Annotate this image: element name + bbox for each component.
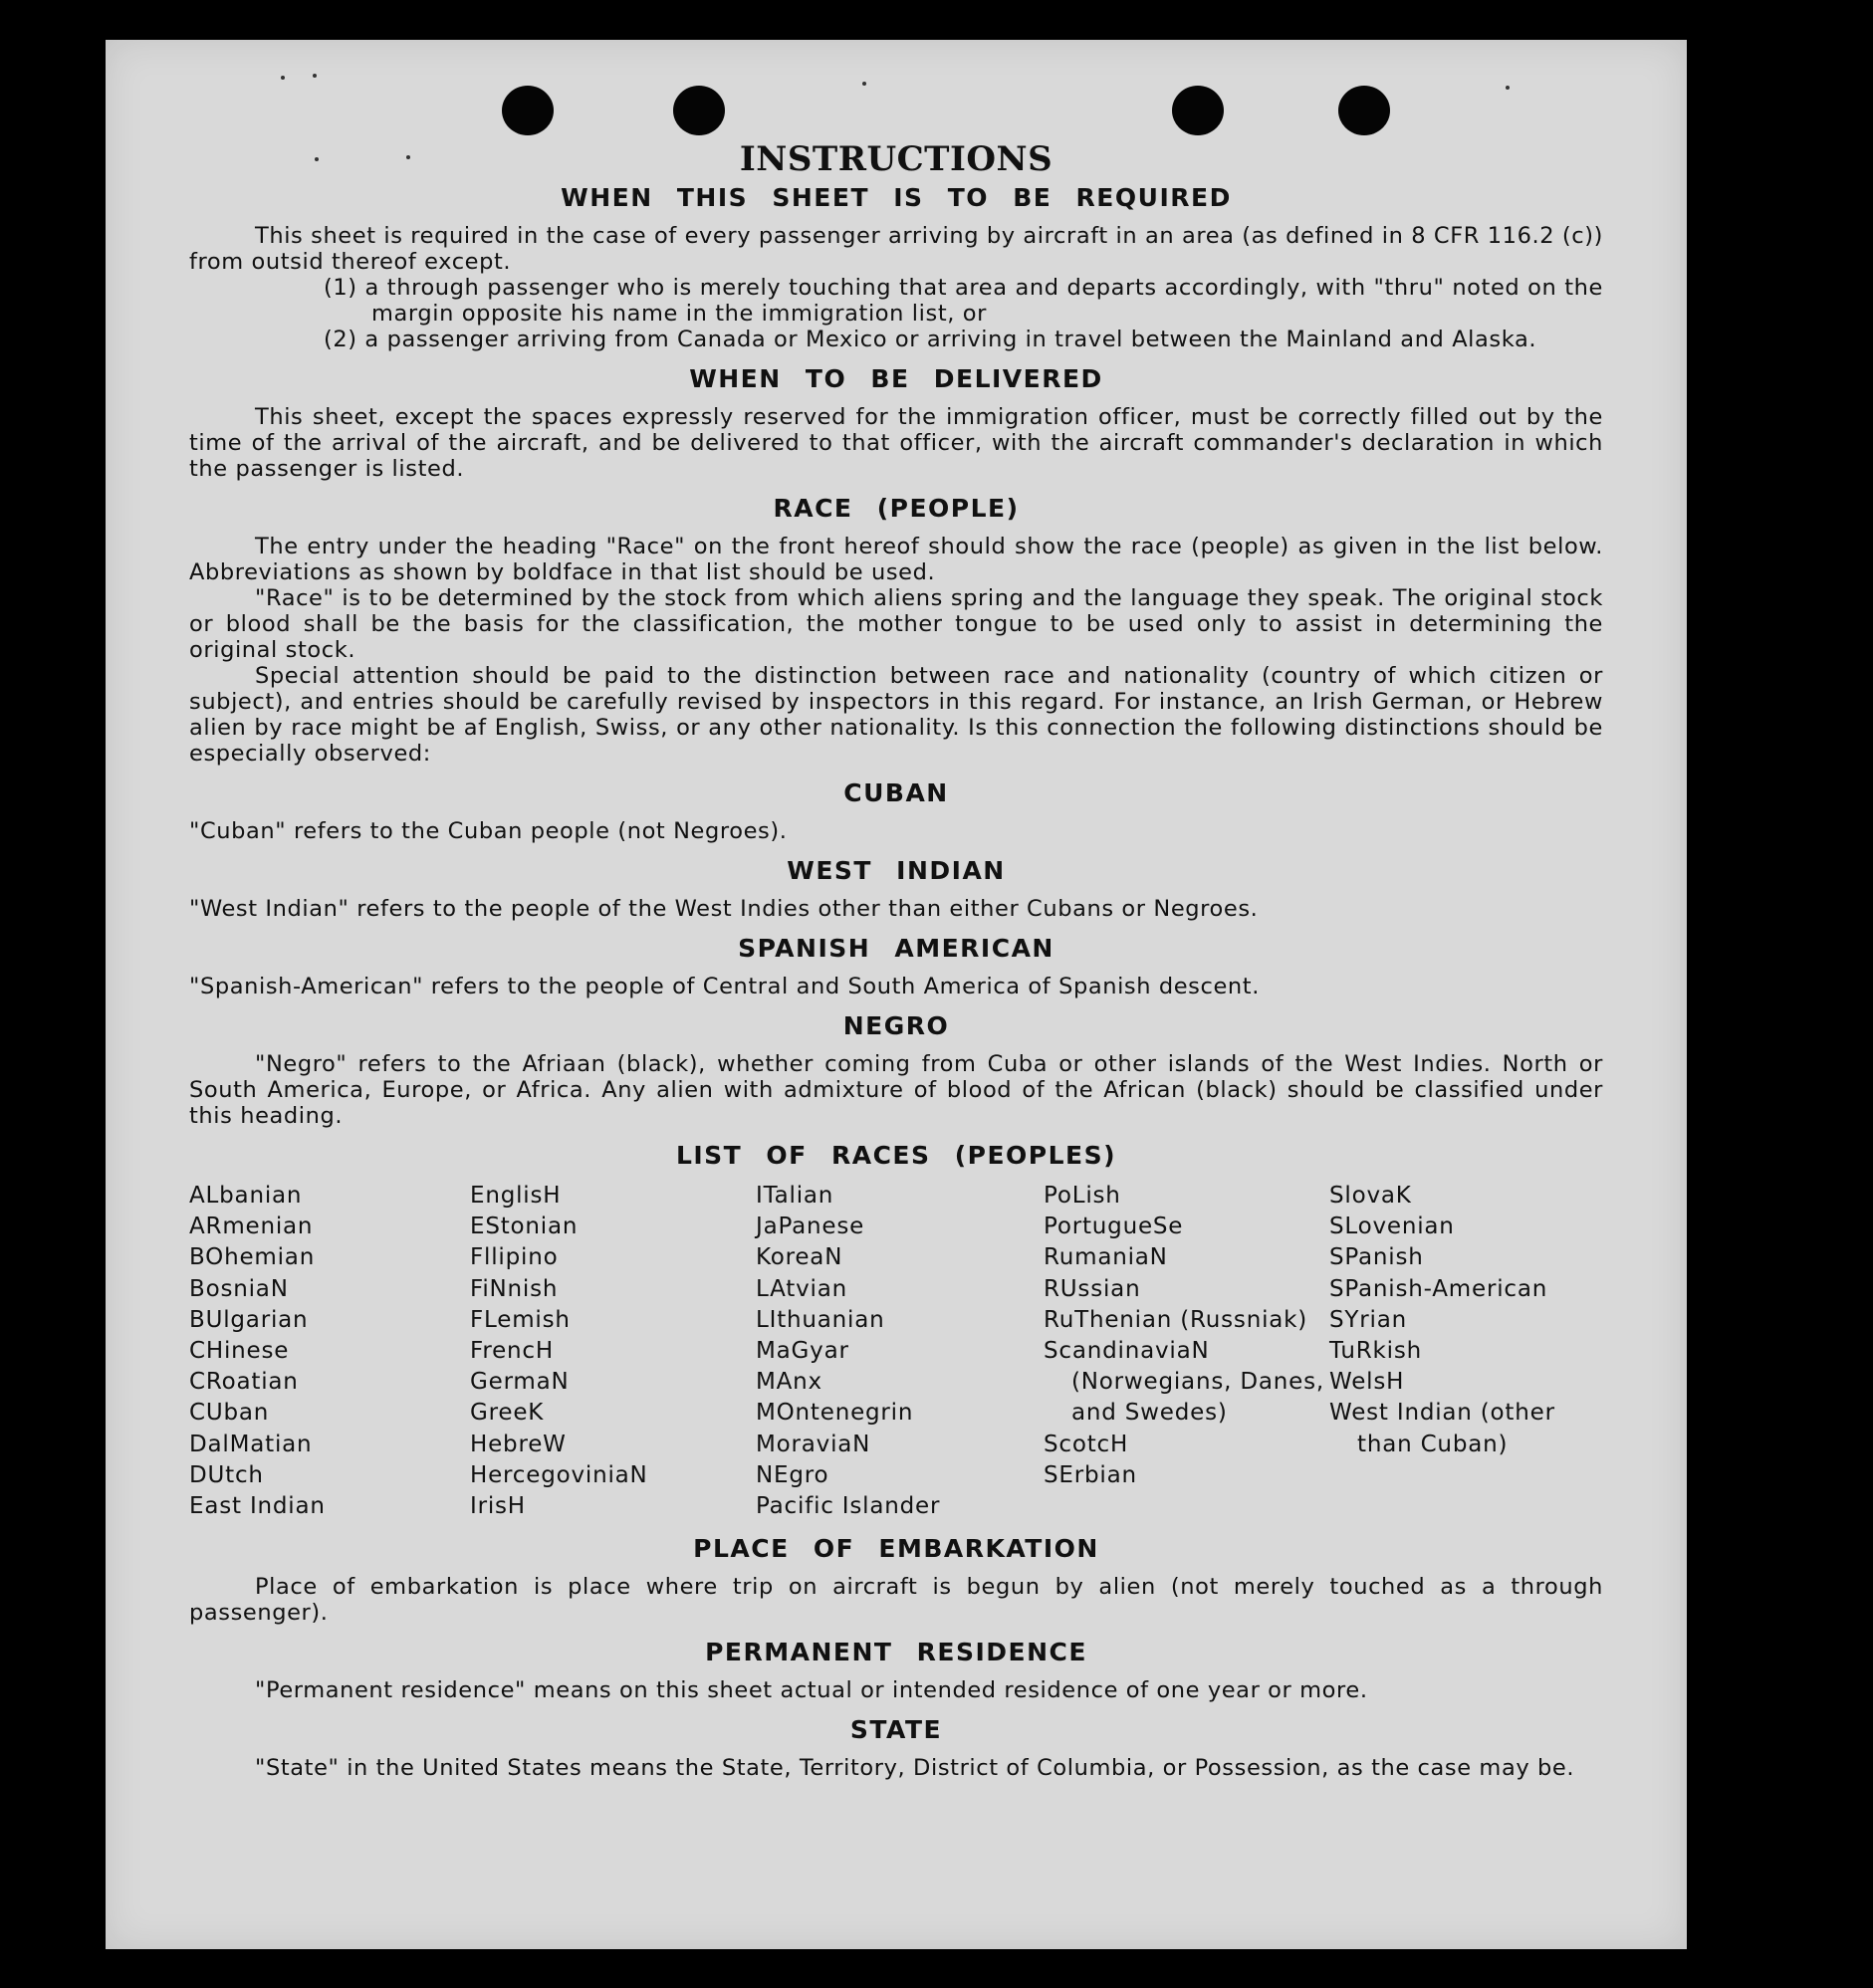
race-entry: LIthuanian	[756, 1306, 885, 1333]
page-title: INSTRUCTIONS	[739, 139, 1054, 179]
race-entry: MoraviaN	[756, 1431, 871, 1457]
race-entry: SErbian	[1044, 1461, 1137, 1488]
race-entry: SPanish	[1329, 1244, 1424, 1271]
race-entry: JaPanese	[756, 1214, 865, 1240]
embarkation-text: Place of embarkation is place where trip on aircraft is begun by alien (not merely touched as a through passenger).	[189, 1574, 1603, 1627]
race-entry: CHinese	[189, 1338, 290, 1365]
race-entry: FLemish	[470, 1306, 571, 1333]
cuban-text: "Cuban" refers to the Cuban people (not Negroes).	[189, 818, 788, 844]
speck	[313, 74, 317, 78]
race-entry: IrisH	[470, 1493, 526, 1520]
spanish-american-text: "Spanish-American" refers to the people of Central and South America of Spanish descent.	[189, 974, 1260, 999]
required-item: (1) a through passenger who is merely touching that area and departs accordingly, with "thru" noted on the margin opposite his name in the immigration list, or	[324, 275, 1603, 327]
heading-races-list: LIST OF RACES (PEOPLES)	[675, 1141, 1117, 1170]
race-entry: DUtch	[189, 1461, 264, 1488]
race-entry: SYrian	[1329, 1306, 1407, 1333]
races-column	[1329, 1181, 1603, 1522]
heading-delivered: WHEN TO BE DELIVERED	[689, 364, 1103, 393]
west-indian-text: "West Indian" refers to the people of the West Indies other than either Cubans or Negroes.	[189, 896, 1259, 922]
race-entry: BOhemian	[189, 1244, 316, 1271]
races-column	[470, 1181, 756, 1522]
race-entry: SlovaK	[1329, 1183, 1412, 1209]
race-entry: Fllipino	[470, 1244, 559, 1271]
race-entry: HebreW	[470, 1431, 567, 1457]
race-entry: DalMatian	[189, 1431, 313, 1457]
race-entry: GreeK	[470, 1400, 545, 1427]
race-entry: West Indian (other than Cuban)	[1329, 1400, 1555, 1457]
race-entry: FrencH	[470, 1338, 554, 1365]
punch-hole	[1172, 86, 1224, 135]
race-entry: ALbanian	[189, 1183, 303, 1209]
required-intro: This sheet is required in the case of every passenger arriving by aircraft in an area (as defined in 8 CFR 116.2 (c)) from outsid thereof except.	[189, 223, 1604, 275]
race-paragraph: "Race" is to be determined by the stock from which aliens spring and the language they speak. The original stock or blood shall be the basis for the classification, the mother tongue to be used only to assist in determining the original stock.	[189, 585, 1603, 663]
heading-west-indian: WEST INDIAN	[787, 856, 1006, 885]
heading-cuban: CUBAN	[843, 778, 949, 807]
race-entry: RumaniaN	[1044, 1244, 1168, 1271]
heading-required: WHEN THIS SHEET IS TO BE REQUIRED	[561, 183, 1232, 212]
race-entry: RuThenian (Russniak)	[1044, 1306, 1308, 1333]
races-list	[189, 1181, 1603, 1522]
race-entry: RUssian	[1044, 1275, 1141, 1302]
heading-residence: PERMANENT RESIDENCE	[705, 1638, 1087, 1667]
race-entry: SPanish-American	[1329, 1275, 1548, 1302]
race-entry: East Indian	[189, 1493, 326, 1520]
race-entry: HercegoviniaN	[470, 1461, 648, 1488]
heading-race: RACE (PEOPLE)	[773, 494, 1020, 523]
document-page	[106, 40, 1687, 1949]
punch-hole	[1338, 86, 1390, 135]
race-entry: WelsH	[1329, 1369, 1405, 1396]
race-entry: MOntenegrin	[756, 1400, 914, 1427]
race-entry: MAnx	[756, 1369, 822, 1396]
races-column	[1044, 1181, 1329, 1522]
punch-hole	[502, 86, 554, 135]
race-entry: KoreaN	[756, 1244, 843, 1271]
race-entry: SLovenian	[1329, 1214, 1455, 1240]
races-column	[756, 1181, 1044, 1522]
race-entry: GermaN	[470, 1369, 570, 1396]
race-entry: TuRkish	[1329, 1338, 1422, 1365]
race-paragraph: The entry under the heading "Race" on the front hereof should show the race (people) as given in the list below. Abbreviations as shown by boldface in that list should be used.	[189, 534, 1603, 585]
heading-embarkation: PLACE OF EMBARKATION	[693, 1534, 1099, 1564]
residence-text: "Permanent residence" means on this sheet actual or intended residence of one year or more.	[255, 1677, 1368, 1704]
instructions-body	[189, 185, 1603, 1781]
race-entry: Pacific Islander	[756, 1493, 941, 1520]
race-entry: ARmenian	[189, 1214, 314, 1240]
race-entry: ScandinaviaN (Norwegians, Danes, and Swedes)	[1044, 1338, 1324, 1427]
race-paragraph: Special attention should be paid to the distinction between race and nationality (country of which citizen or subject), and entries should be carefully revised by inspectors in this regard. For instance, an Irish German, or Hebrew alien by race might be af English, Swiss, or any other nationality. Is this connection the following distinctions should be especially observed:	[189, 663, 1603, 767]
race-entry: CRoatian	[189, 1369, 299, 1396]
heading-spanish-american: SPANISH AMERICAN	[738, 934, 1054, 963]
race-entry: NEgro	[756, 1461, 829, 1488]
negro-text: "Negro" refers to the Afriaan (black), whether coming from Cuba or other islands of the West Indies. North or South America, Europe, or Africa. Any alien with admixture of blood of the African (black) should be classified under this heading.	[189, 1051, 1603, 1129]
speck	[1506, 86, 1510, 90]
speck	[862, 82, 866, 86]
race-entry: PoLish	[1044, 1183, 1121, 1209]
race-entry: BosniaN	[189, 1275, 289, 1302]
races-column	[189, 1181, 470, 1522]
race-entry: FiNnish	[470, 1275, 559, 1302]
delivered-text: This sheet, except the spaces expressly reserved for the immigration officer, must be correctly filled out by the time of the arrival of the aircraft, and be delivered to that officer, with the aircraft commander's declaration in which the passenger is listed.	[189, 404, 1603, 482]
race-entry: ITalian	[756, 1183, 834, 1209]
state-text: "State" in the United States means the State, Territory, District of Columbia, or Possession, as the case may be.	[255, 1755, 1575, 1782]
race-entry: EStonian	[470, 1214, 579, 1240]
race-entry: EnglisH	[470, 1183, 562, 1209]
heading-state: STATE	[849, 1715, 943, 1745]
race-entry: LAtvian	[756, 1275, 847, 1302]
race-entry: BUlgarian	[189, 1306, 309, 1333]
heading-negro: NEGRO	[842, 1011, 950, 1040]
race-entry: PortugueSe	[1044, 1214, 1184, 1240]
race-entry: CUban	[189, 1400, 270, 1427]
punch-hole	[673, 86, 725, 135]
speck	[281, 76, 285, 80]
race-entry: MaGyar	[756, 1338, 849, 1365]
race-entry: ScotcH	[1044, 1431, 1129, 1457]
required-item: (2) a passenger arriving from Canada or Mexico or arriving in travel between the Mainland and Alaska.	[324, 327, 1537, 352]
